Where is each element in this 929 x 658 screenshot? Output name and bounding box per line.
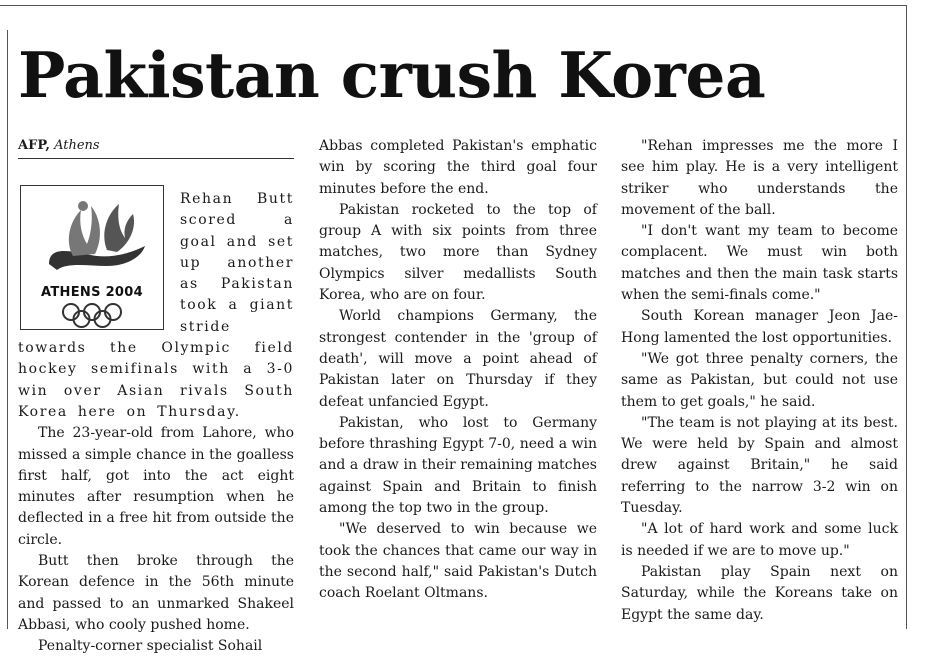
athens-2004-logo (18, 185, 164, 332)
logo-frame (20, 185, 164, 330)
left-rule (7, 30, 8, 629)
article-paragraph: Penalty-corner specialist Sohail (38, 638, 263, 655)
byline-agency: AFP, (18, 138, 50, 153)
byline (18, 136, 294, 159)
article-paragraph: Butt then broke through the Korean defence in the 56th minute and passed to an unmarked Shakeel Abbasi, who cooly pushed home. (18, 553, 294, 633)
article-paragraph: World champions Germany, the strongest contender in the 'group of death', will move a point ahead of Pakistan later on Thursday if they defeat unfancied Egypt. (319, 308, 597, 410)
olympic-wreath-icon (29, 192, 155, 282)
article-paragraph: Pakistan, who lost to Germany before thrashing Egypt 7-0, need a win and a draw in their remaining matches against Spain and Britain to finish among the top two in the group. (319, 414, 597, 517)
byline-location: Athens (54, 138, 100, 153)
column-1 (18, 136, 294, 658)
article-paragraph: "The team is not playing at its best. We were held by Spain and almost drew against Britain," he said referring to the narrow 3-2 win on Tuesday. (621, 414, 898, 517)
article-paragraph: "Rehan impresses me the more I see him play. He is a very intelligent striker who understands the movement of the ball. (621, 138, 898, 218)
article-paragraph: "I don't want my team to become complacent. We must win both matches and then the main task starts when the semi-finals come." (621, 223, 898, 304)
column-2 (319, 136, 597, 605)
article-paragraph: Rehan Butt scored a goal and set up another as Pakistan took a giant stride towards the Olympic field hockey semifinals with a 3-0 win over Asian rivals South Korea here on Thursday. (18, 191, 294, 420)
article-paragraph: "We got three penalty corners, the same as Pakistan, but could not use them to get goals," he said. (621, 350, 898, 410)
article-paragraph: Abbas completed Pakistan's emphatic win by scoring the third goal four minutes before the end. (319, 138, 597, 197)
article-paragraph: South Korean manager Jeon Jae-Hong lamented the lost opportunities. (621, 308, 898, 346)
column-3 (621, 136, 898, 626)
headline: Pakistan crush Korea (18, 38, 766, 112)
article-paragraph: Pakistan rocketed to the top of group A with six points from three matches, two more than Sydney Olympics silver medallists South Korea, who are on four. (319, 201, 597, 304)
article-paragraph: Pakistan play Spain next on Saturday, while the Koreans take on Egypt the same day. (621, 563, 898, 623)
olympic-rings-icon (61, 302, 123, 328)
article-paragraph: "We deserved to win because we took the chances that came our way in the second half," said Pakistan's Dutch coach Roelant Oltmans. (319, 521, 597, 602)
article-paragraph: "A lot of hard work and some luck is needed if we are to move up." (621, 521, 898, 559)
logo-text: ATHENS 2004 (41, 285, 143, 300)
top-rule (0, 5, 907, 6)
right-rule (906, 5, 907, 629)
article-paragraph: The 23-year-old from Lahore, who missed a simple chance in the goalless first half, got into the act eight minutes after resumption when he deflected in a free hit from outside the circle. (18, 425, 294, 548)
